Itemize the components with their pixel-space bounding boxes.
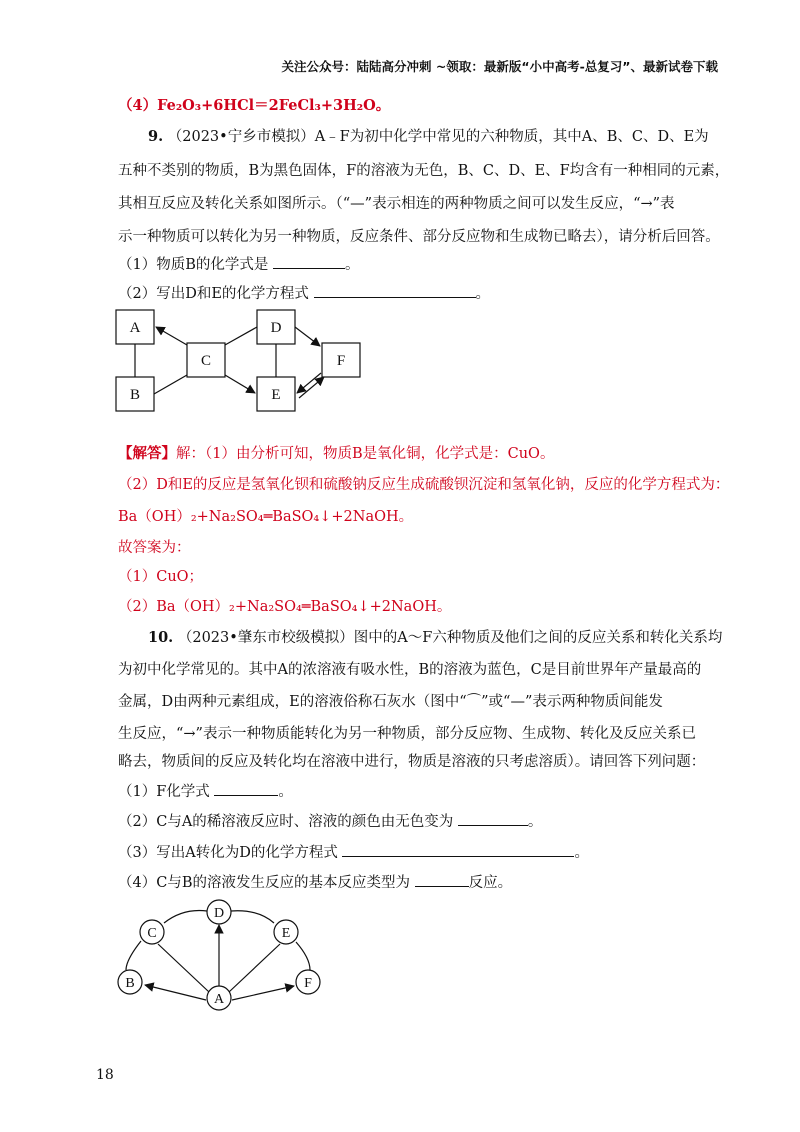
arrow-c-a: [156, 327, 187, 345]
answer-line: （1）CuO；: [118, 569, 204, 585]
question-text-line: 金属，D由两种元素组成，E的溶液俗称石灰水（图中“⌒”或“—”表示两种物质间能发: [118, 694, 663, 710]
page-header: 关注公众号：陆陆高分冲刺 ~领取：最新版“小中高考-总复习”、最新试卷下载: [281, 59, 718, 74]
sub-question: （2）C与A的稀溶液反应时、溶液的颜色由无色变为 。: [118, 811, 542, 832]
page-number: 18: [96, 1067, 114, 1083]
node-f-label: F: [336, 353, 346, 369]
answer-blank[interactable]: [273, 254, 345, 269]
link-c-d: [225, 327, 257, 345]
reaction-diagram-9: [110, 305, 380, 415]
arrow-a-b: [145, 985, 206, 1000]
arrow-c-e: [225, 375, 255, 393]
node-a-label: A: [129, 320, 141, 336]
question-text-line: 略去，物质间的反应及转化均在溶液中进行，物质是溶液的只考虑溶质）。请回答下列问题：: [118, 754, 706, 770]
answer-blank[interactable]: [342, 842, 574, 857]
sub-question: （4）C与B的溶液发生反应的基本反应类型为 反应。: [118, 872, 512, 893]
arrow-d-f: [295, 327, 320, 346]
answer-blank[interactable]: [314, 283, 476, 298]
previous-answer: （4）Fe₂O₃+6HCl＝2FeCl₃+3H₂O。: [118, 97, 391, 114]
sub-question: （3）写出A转化为D的化学方程式 。: [118, 842, 589, 863]
answer-label: 故答案为：: [118, 540, 191, 556]
question-text-line: 五种不类别的物质，B为黑色固体，F的溶液为无色，B、C、D、E、F均含有一种相同的元素，: [118, 163, 730, 179]
node-e-label: E: [271, 387, 281, 403]
node-c-label: C: [200, 353, 212, 369]
question-number: 9.: [148, 128, 164, 145]
node-e-label: E: [281, 926, 291, 941]
analysis-line: 【解答】解：（1）由分析可知，物质B是氧化铜，化学式是：CuO。: [118, 445, 555, 462]
arc-d-e: [231, 911, 274, 923]
question-text-line: 其相互反应及转化关系如图所示。（“—”表示相连的两种物质之间可以发生反应，“→”表: [118, 196, 675, 212]
link-c-b: [154, 375, 187, 394]
analysis-line: Ba（OH）₂+Na₂SO₄═BaSO₄↓+2NaOH。: [118, 509, 414, 525]
arc-c-d: [164, 911, 207, 924]
node-a-label: A: [213, 992, 225, 1007]
analysis-line: （2）D和E的反应是氢氧化钡和硫酸钠反应生成硫酸钡沉淀和氢氧化钠，反应的化学方程式为：: [118, 477, 730, 493]
question-text-line: （2023•宁乡市模拟）A﹣F为初中化学中常见的六种物质，其中A、B、C、D、E为: [167, 129, 709, 145]
link-e-a: [229, 944, 280, 992]
answer-blank[interactable]: [415, 872, 469, 887]
answer-blank[interactable]: [214, 781, 278, 796]
question-text-line: 示一种物质可以转化为另一种物质，反应条件、部分反应物和生成物已略去），请分析后回答。: [118, 229, 720, 245]
arc-c-b: [126, 941, 141, 970]
node-c-label: C: [147, 926, 157, 941]
sub-question: （1）F化学式 。: [118, 781, 293, 802]
node-f-label: F: [304, 976, 312, 991]
node-d-label: D: [213, 906, 225, 921]
node-d-label: D: [270, 320, 282, 336]
link-c-a: [158, 944, 209, 992]
question-number: 10.: [148, 629, 174, 646]
answer-blank[interactable]: [458, 811, 528, 826]
node-b-label: B: [125, 976, 135, 991]
sub-question: （2）写出D和E的化学方程式 。: [118, 283, 490, 304]
question-text-line: （2023•肇东市校级模拟）图中的A～F六种物质及他们之间的反应关系和转化关系均: [177, 630, 723, 646]
arc-e-f: [296, 942, 310, 970]
answer-line: （2）Ba（OH）₂+Na₂SO₄═BaSO₄↓+2NaOH。: [118, 599, 452, 615]
question-text-line: 生反应，“→”表示一种物质能转化为另一种物质，部分反应物、生成物、转化及反应关系已: [118, 726, 696, 742]
question-text-line: 为初中化学常见的。其中A的浓溶液有吸水性，B的溶液为蓝色，C是目前世界年产量最高的: [118, 662, 702, 678]
arrow-a-f: [232, 986, 294, 1000]
sub-question: （1）物质B的化学式是 。: [118, 254, 360, 275]
reaction-diagram-10: [108, 892, 328, 1022]
node-b-label: B: [129, 387, 141, 403]
